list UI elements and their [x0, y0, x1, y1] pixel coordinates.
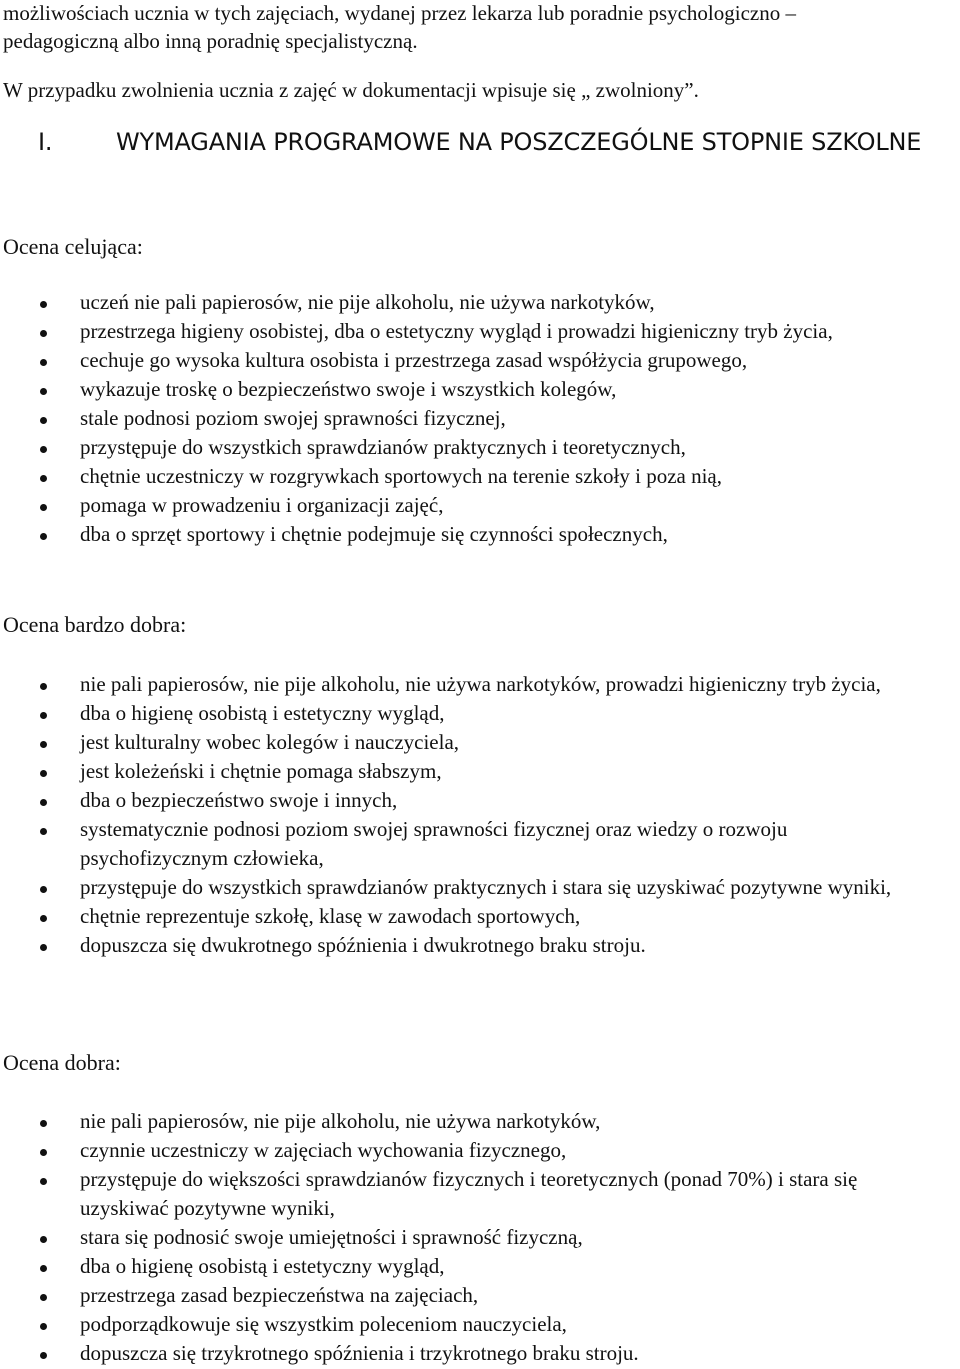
list-item-text: stara się podnosić swoje umiejętności i sprawność fizyczną, — [80, 1225, 583, 1249]
list-item-text: wykazuje troskę o bezpieczeństwo swoje i wszystkich kolegów, — [80, 377, 617, 401]
section-title: WYMAGANIA PROGRAMOWE NA POSZCZEGÓLNE STOPNIE SZKOLNE — [116, 128, 922, 156]
bullet-icon — [40, 1149, 47, 1156]
grade-list-dobra — [0, 1107, 960, 1368]
list-item-text: cechuje go wysoka kultura osobista i przestrzega zasad współżycia grupowego, — [80, 348, 748, 372]
list-item — [0, 1136, 960, 1165]
list-item-text: systematycznie podnosi poziom swojej sprawności fizycznej oraz wiedzy o rozwoju psychofizycznym człowieka, — [80, 817, 788, 870]
list-item-text: przystępuje do większości sprawdzianów fizycznych i teoretycznych (ponad 70%) i stara się uzyskiwać pozytywne wyniki, — [80, 1167, 858, 1220]
list-item-text: nie pali papierosów, nie pije alkoholu, nie używa narkotyków, — [80, 1109, 601, 1133]
list-item — [0, 1339, 960, 1368]
bullet-icon — [40, 1265, 47, 1272]
list-item — [0, 1165, 960, 1223]
list-item-text: nie pali papierosów, nie pije alkoholu, nie używa narkotyków, prowadzi higieniczny tryb życia, — [80, 672, 881, 696]
bullet-icon — [40, 388, 47, 395]
bullet-icon — [40, 1236, 47, 1243]
bullet-icon — [40, 828, 47, 835]
bullet-icon — [40, 1352, 47, 1359]
bullet-icon — [40, 475, 47, 482]
list-item-text: przystępuje do wszystkich sprawdzianów praktycznych i stara się uzyskiwać pozytywne wyniki, — [80, 875, 892, 899]
list-item — [0, 520, 960, 549]
list-item — [0, 1107, 960, 1136]
bullet-icon — [40, 301, 47, 308]
grade-heading-bardzo-dobra: Ocena bardzo dobra: — [3, 612, 187, 637]
bullet-icon — [40, 446, 47, 453]
list-item — [0, 815, 960, 873]
list-item-text: dba o bezpieczeństwo swoje i innych, — [80, 788, 398, 812]
bullet-icon — [40, 944, 47, 951]
grade-list-celujaca — [0, 288, 960, 549]
bullet-icon — [40, 886, 47, 893]
intro-line-1: możliwościach ucznia w tych zajęciach, wydanej przez lekarza lub poradnie psychologiczno – — [3, 1, 796, 25]
list-item-text: dba o higienę osobistą i estetyczny wygląd, — [80, 1254, 445, 1278]
bullet-icon — [40, 915, 47, 922]
list-item — [0, 670, 960, 699]
bullet-icon — [40, 1294, 47, 1301]
list-item-text: chętnie uczestniczy w rozgrywkach sportowych na terenie szkoły i poza nią, — [80, 464, 722, 488]
list-item — [0, 1223, 960, 1252]
list-item-text: przestrzega higieny osobistej, dba o estetyczny wygląd i prowadzi higieniczny tryb życia, — [80, 319, 833, 343]
section-heading — [38, 128, 921, 156]
bullet-icon — [40, 533, 47, 540]
list-item-text: podporządkowuje się wszystkim poleceniom nauczyciela, — [80, 1312, 567, 1336]
list-item-text: pomaga w prowadzeniu i organizacji zajęć, — [80, 493, 444, 517]
list-item-text: jest kulturalny wobec kolegów i nauczyciela, — [80, 730, 460, 754]
list-item-text: uczeń nie pali papierosów, nie pije alkoholu, nie używa narkotyków, — [80, 290, 655, 314]
bullet-icon — [40, 1120, 47, 1127]
list-item-text: dba o sprzęt sportowy i chętnie podejmuje się czynności społecznych, — [80, 522, 668, 546]
bullet-icon — [40, 1178, 47, 1185]
list-item — [0, 1252, 960, 1281]
list-item-text: przestrzega zasad bezpieczeństwa na zajęciach, — [80, 1283, 479, 1307]
bullet-icon — [40, 417, 47, 424]
list-item — [0, 728, 960, 757]
list-item-text: dopuszcza się trzykrotnego spóźnienia i trzykrotnego braku stroju. — [80, 1341, 639, 1365]
bullet-icon — [40, 712, 47, 719]
list-item-text: chętnie reprezentuje szkołę, klasę w zawodach sportowych, — [80, 904, 581, 928]
list-item-text: przystępuje do wszystkich sprawdzianów praktycznych i teoretycznych, — [80, 435, 686, 459]
list-item — [0, 288, 960, 317]
bullet-icon — [40, 770, 47, 777]
list-item — [0, 317, 960, 346]
grade-list-bardzo-dobra — [0, 670, 960, 960]
bullet-icon — [40, 741, 47, 748]
list-item — [0, 786, 960, 815]
list-item-text: jest koleżeński i chętnie pomaga słabszym, — [80, 759, 442, 783]
intro-line-2: pedagogiczną albo inną poradnię specjalistyczną. — [3, 29, 418, 53]
list-item — [0, 699, 960, 728]
list-item — [0, 404, 960, 433]
list-item-text: dopuszcza się dwukrotnego spóźnienia i dwukrotnego braku stroju. — [80, 933, 646, 957]
list-item — [0, 375, 960, 404]
bullet-icon — [40, 1323, 47, 1330]
list-item — [0, 1310, 960, 1339]
list-item — [0, 433, 960, 462]
list-item — [0, 873, 960, 902]
list-item — [0, 757, 960, 786]
bullet-icon — [40, 504, 47, 511]
list-item — [0, 462, 960, 491]
list-item-text: czynnie uczestniczy w zajęciach wychowania fizycznego, — [80, 1138, 567, 1162]
bullet-icon — [40, 799, 47, 806]
grade-heading-celujaca: Ocena celująca: — [3, 234, 143, 259]
list-item — [0, 902, 960, 931]
list-item — [0, 491, 960, 520]
list-item-text: stale podnosi poziom swojej sprawności fizycznej, — [80, 406, 506, 430]
list-item — [0, 931, 960, 960]
list-item — [0, 1281, 960, 1310]
bullet-icon — [40, 330, 47, 337]
grade-heading-dobra: Ocena dobra: — [3, 1050, 121, 1075]
bullet-icon — [40, 683, 47, 690]
section-number: I. — [38, 128, 53, 156]
list-item-text: dba o higienę osobistą i estetyczny wygląd, — [80, 701, 445, 725]
bullet-icon — [40, 359, 47, 366]
intro-line-3: W przypadku zwolnienia ucznia z zajęć w dokumentacji wpisuje się „ zwolniony”. — [3, 78, 699, 102]
list-item — [0, 346, 960, 375]
